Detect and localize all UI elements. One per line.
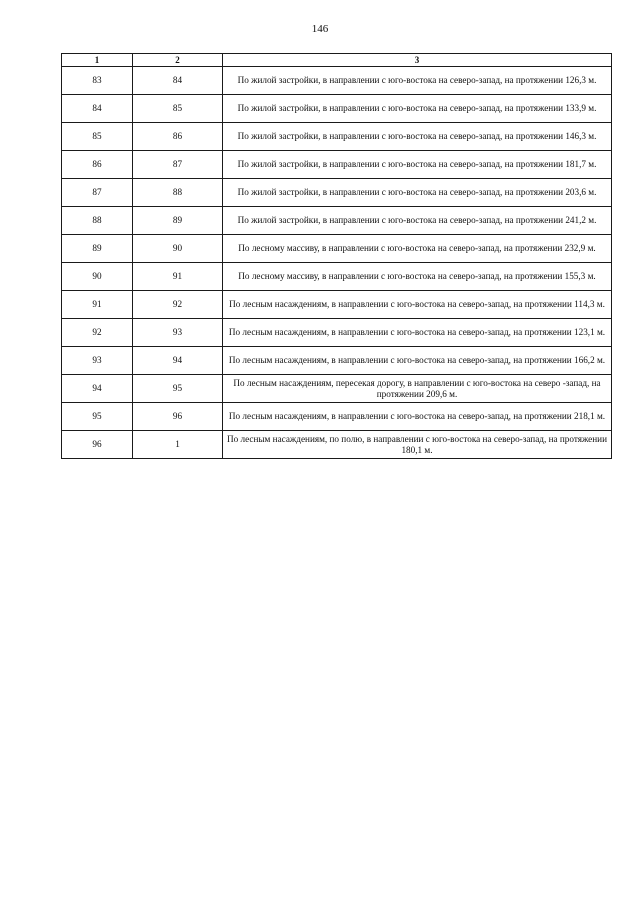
from-point-cell: 94 xyxy=(62,375,133,403)
from-point-cell: 83 xyxy=(62,67,133,95)
description-cell: По лесным насаждениям, в направлении с юго-востока на северо-запад, на протяжении 114,3 м. xyxy=(223,291,612,319)
to-point-cell: 93 xyxy=(133,319,223,347)
from-point-cell: 92 xyxy=(62,319,133,347)
from-point-cell: 85 xyxy=(62,123,133,151)
description-cell: По лесным насаждениям, в направлении с юго-востока на северо-запад, на протяжении 166,2 м. xyxy=(223,347,612,375)
description-cell: По жилой застройки, в направлении с юго-востока на северо-запад, на протяжении 203,6 м. xyxy=(223,179,612,207)
column-header-1: 1 xyxy=(62,54,133,67)
from-point-cell: 86 xyxy=(62,151,133,179)
from-point-cell: 90 xyxy=(62,263,133,291)
to-point-cell: 91 xyxy=(133,263,223,291)
to-point-cell: 84 xyxy=(133,67,223,95)
table-row xyxy=(62,347,612,375)
from-point-cell: 95 xyxy=(62,403,133,431)
to-point-cell: 87 xyxy=(133,151,223,179)
table-row xyxy=(62,207,612,235)
description-cell: По жилой застройки, в направлении с юго-востока на северо-запад, на протяжении 241,2 м. xyxy=(223,207,612,235)
table-row xyxy=(62,179,612,207)
table-row xyxy=(62,123,612,151)
table-row xyxy=(62,319,612,347)
description-cell: По лесным насаждениям, в направлении с юго-востока на северо-запад, на протяжении 123,1 м. xyxy=(223,319,612,347)
table-row xyxy=(62,375,612,403)
from-point-cell: 89 xyxy=(62,235,133,263)
to-point-cell: 95 xyxy=(133,375,223,403)
description-cell: По лесным насаждениям, пересекая дорогу, в направлении с юго-востока на северо -запад, на протяжении 209,6 м. xyxy=(223,375,612,403)
page-number: 146 xyxy=(311,23,329,35)
description-cell: По лесным насаждениям, по полю, в направлении с юго-востока на северо-запад, на протяжении 180,1 м. xyxy=(223,431,612,459)
to-point-cell: 88 xyxy=(133,179,223,207)
description-cell: По жилой застройки, в направлении с юго-востока на северо-запад, на протяжении 133,9 м. xyxy=(223,95,612,123)
to-point-cell: 90 xyxy=(133,235,223,263)
table-row xyxy=(62,67,612,95)
column-header-3: 3 xyxy=(223,54,612,67)
table-row xyxy=(62,431,612,459)
to-point-cell: 96 xyxy=(133,403,223,431)
to-point-cell: 86 xyxy=(133,123,223,151)
column-header-2: 2 xyxy=(133,54,223,67)
table-row xyxy=(62,151,612,179)
table-row xyxy=(62,263,612,291)
description-cell: По лесному массиву, в направлении с юго-востока на северо-запад, на протяжении 232,9 м. xyxy=(223,235,612,263)
table-row xyxy=(62,291,612,319)
from-point-cell: 88 xyxy=(62,207,133,235)
to-point-cell: 94 xyxy=(133,347,223,375)
description-cell: По лесному массиву, в направлении с юго-востока на северо-запад, на протяжении 155,3 м. xyxy=(223,263,612,291)
table-row xyxy=(62,403,612,431)
from-point-cell: 87 xyxy=(62,179,133,207)
description-cell: По жилой застройки, в направлении с юго-востока на северо-запад, на протяжении 146,3 м. xyxy=(223,123,612,151)
from-point-cell: 96 xyxy=(62,431,133,459)
to-point-cell: 92 xyxy=(133,291,223,319)
to-point-cell: 89 xyxy=(133,207,223,235)
table-row xyxy=(62,235,612,263)
from-point-cell: 93 xyxy=(62,347,133,375)
to-point-cell: 85 xyxy=(133,95,223,123)
table-header-row xyxy=(62,54,612,67)
boundary-description-table xyxy=(61,53,612,459)
from-point-cell: 84 xyxy=(62,95,133,123)
description-cell: По лесным насаждениям, в направлении с юго-востока на северо-запад, на протяжении 218,1 м. xyxy=(223,403,612,431)
to-point-cell: 1 xyxy=(133,431,223,459)
from-point-cell: 91 xyxy=(62,291,133,319)
description-cell: По жилой застройки, в направлении с юго-востока на северо-запад, на протяжении 181,7 м. xyxy=(223,151,612,179)
table-row xyxy=(62,95,612,123)
description-cell: По жилой застройки, в направлении с юго-востока на северо-запад, на протяжении 126,3 м. xyxy=(223,67,612,95)
